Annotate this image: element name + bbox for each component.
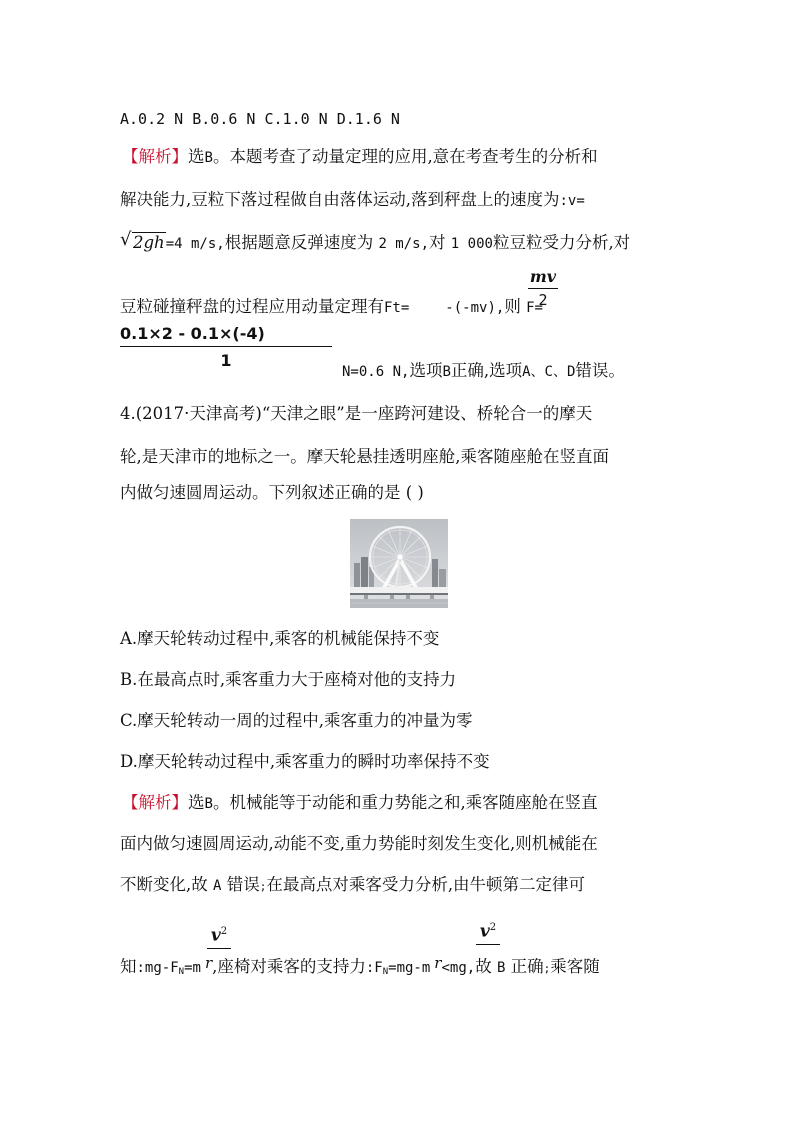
fraction-v2-over-r-2: $v^2$ — [476, 915, 500, 945]
ferris-wheel-icon — [350, 519, 448, 608]
solution-1-line-3: √ 2gh=4 m/s,根据题意反弹速度为 2 m/s,对 1 000粒豆粒受力分析,对 — [120, 229, 631, 252]
solution-1-line-5: N=0.6 N,选项B正确,选项A、C、D错误。 — [342, 361, 625, 380]
analysis-tag: 【解析】 — [122, 147, 188, 166]
fraction-mv-over-2: mv 2 — [529, 267, 557, 309]
analysis-tag-2: 【解析】 — [122, 793, 188, 812]
solution-2-line-1: 【解析】选B。机械能等于动能和重力势能之和,乘客随座舱在竖直 — [122, 793, 598, 812]
solution-2-line-4: 知$:mg-F_N=m$ r,座椅对乘客的支持力$:F_N=mg-m$ r<mg,故 B 正确;乘客随 — [120, 954, 600, 977]
solution-1-line-1: 【解析】选B。本题考查了动量定理的应用,意在考查考生的分析和 — [122, 147, 598, 166]
question-4-option-a: A.摩天轮转动过程中,乘客的机械能保持不变 — [120, 629, 440, 648]
question-4-option-d: D.摩天轮转动过程中,乘客重力的瞬时功率保持不变 — [120, 752, 490, 771]
solution-1-line-2: 解决能力,豆粒下落过程做自由落体运动,落到秤盘上的速度为:v= — [120, 190, 585, 209]
answer-options-line: A.0.2 N B.0.6 N C.1.0 N D.1.6 N — [120, 110, 400, 128]
solution-2-line-2: 面内做匀速圆周运动,动能不变,重力势能时刻发生变化,则机械能在 — [120, 834, 598, 853]
question-4-line-3: 内做匀速圆周运动。下列叙述正确的是 ( ) — [120, 483, 424, 502]
solution-1-line-4: 豆粒碰撞秤盘的过程应用动量定理有Ft= -(-mv),则 F= — [120, 297, 543, 316]
fraction-v2-over-r-1: $v^2$ — [207, 919, 231, 949]
sqrt-expression: √ 2gh — [120, 229, 165, 252]
ferris-wheel-photo — [350, 519, 448, 608]
solution-2-line-3: 不断变化,故 A 错误;在最高点对乘客受力分析,由牛顿第二定律可 — [120, 875, 586, 894]
question-4-line-2: 轮,是天津市的地标之一。摩天轮悬挂透明座舱,乘客随座舱在竖直面 — [120, 447, 609, 466]
momentum-fraction: $\frac{0.1\times 2 - 0.1\times(-4)}{1}$ — [120, 324, 332, 370]
question-4-line-1: 4.(2017·天津高考)“天津之眼”是一座跨河建设、桥轮合一的摩天 — [120, 404, 593, 423]
question-4-option-c: C.摩天轮转动一周的过程中,乘客重力的冲量为零 — [120, 711, 473, 730]
question-4-option-b: B.在最高点时,乘客重力大于座椅对他的支持力 — [120, 670, 457, 689]
sqrt-icon: √ — [120, 229, 132, 250]
